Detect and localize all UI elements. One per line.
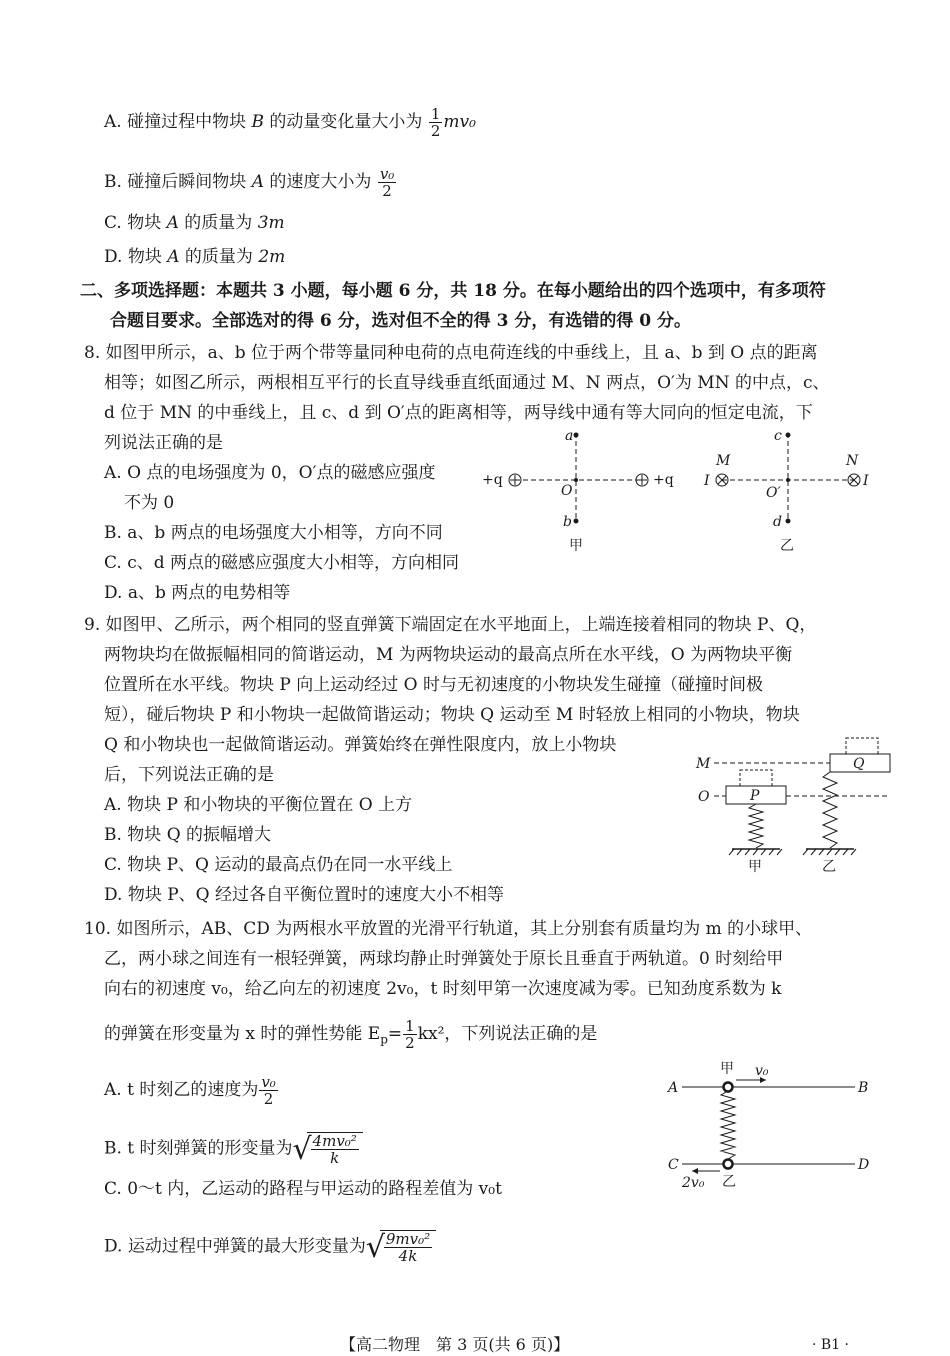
label-o: O — [698, 789, 710, 805]
label-q-right: +q — [653, 472, 674, 488]
label-c: C — [668, 1157, 679, 1173]
q8-option-a-cont: 不为 0 — [124, 493, 175, 513]
q10-stem: 向右的初速度 v₀，给乙向左的初速度 2v₀，t 时刻甲第一次速度减为零。已知劲度系数为 k — [104, 979, 782, 999]
q9-figure-springs — [692, 735, 892, 880]
point-o — [574, 478, 578, 482]
q8-stem: 相等；如图乙所示，两根相互平行的长直导线垂直纸面通过 M、N 两点，O′为 MN 的中点，c、 — [104, 373, 830, 393]
q9-stem: 位置所在水平线。物块 P 向上运动经过 O 时与无初速度的小物块发生碰撞（碰撞时间极 — [104, 675, 763, 695]
q10-stem: 的弹簧在形变量为 x 时的弹性势能 $E_p=$ $\frac{1}{2}$ kx²，下列说法正确的是 — [104, 1017, 598, 1052]
label-p: P — [750, 788, 760, 804]
q8-figure-yi — [700, 425, 890, 560]
point-d — [786, 519, 791, 524]
q10-stem: 乙，两小球之间连有一根轻弹簧，两球均静止时弹簧处于原长且垂直于两轨道。0 时刻给甲 — [104, 949, 784, 969]
point-a — [574, 433, 579, 438]
label-b: B — [858, 1080, 869, 1096]
q8-option-c: C. c、d 两点的磁感应强度大小相等，方向相同 — [104, 553, 460, 573]
q9-stem: 后，下列说法正确的是 — [104, 765, 274, 785]
caption-yi: 乙 — [822, 859, 836, 875]
q7-option-c: C. 物块 A 的质量为 3m — [104, 213, 285, 233]
footer-page-info: 【高二物理 第 3 页(共 6 页)】 — [340, 1335, 570, 1354]
ball-jia — [724, 1083, 733, 1092]
positive-charge-icon — [509, 474, 521, 486]
label-d: D — [858, 1157, 870, 1173]
q9-option-c: C. 物块 P、Q 运动的最高点仍在同一水平线上 — [104, 855, 453, 875]
q9-option-b: B. 物块 Q 的振幅增大 — [104, 825, 272, 845]
q9-option-d: D. 物块 P、Q 经过各自平衡位置时的速度大小不相等 — [104, 885, 505, 905]
q8-option-a: A. O 点的电场强度为 0，O′点的磁感应强度 — [104, 463, 436, 483]
q10-option-a: A. t 时刻乙的速度为 $\frac{\text{v₀}}{2}$ — [104, 1073, 276, 1108]
fraction: $\frac{\text{v₀}}{2}$ — [261, 1073, 276, 1108]
label-c: c — [774, 428, 782, 444]
label-v0: v₀ — [755, 1063, 769, 1079]
q7-option-b: B. 碰撞后瞬间物块 A 的速度大小为 $\frac{\text{v₀}}{2}$ — [104, 165, 395, 200]
label-o-prime: O′ — [766, 485, 781, 501]
label-n: N — [846, 453, 859, 469]
q9-option-a: A. 物块 P 和小物块的平衡位置在 O 上方 — [104, 795, 413, 815]
q7-option-d: D. 物块 A 的质量为 2m — [104, 247, 286, 267]
small-block-dashed — [740, 770, 772, 786]
label-b: b — [563, 514, 572, 530]
q8-stem: 8. 如图甲所示，a、b 位于两个带等量同种电荷的点电荷连线的中垂线上，且 a、b 到 O 点的距离 — [84, 343, 818, 363]
section-2-heading: 二、多项选择题：本题共 3 小题，每小题 6 分，共 18 分。在每小题给出的四个选项中，有多项符 — [80, 281, 826, 301]
q8-stem: d 位于 MN 的中垂线上，且 c、d 到 O′点的距离相等，两导线中通有等大同向的恒定电流，下 — [104, 403, 813, 423]
caption-jia: 甲 — [748, 859, 762, 875]
caption-jia: 甲 — [569, 538, 583, 554]
q10-option-c: C. 0～t 内，乙运动的路程与甲运动的路程差值为 v₀t — [104, 1179, 502, 1199]
label-o: O — [561, 483, 573, 499]
label-q-left: +q — [482, 472, 503, 488]
small-block-dashed — [846, 738, 878, 754]
q10-option-d: D. 运动过程中弹簧的最大形变量为 √ $\frac{\text{9mv₀²}}{4k}$ — [104, 1230, 436, 1264]
q9-stem: 短），碰后物块 P 和小物块一起做简谐运动；物块 Q 运动至 M 时轻放上相同的小物块，物块 — [104, 705, 800, 725]
q9-stem: 两物块均在做振幅相同的简谐运动，M 为两物块运动的最高点所在水平线，O 为两物块平衡 — [104, 645, 793, 665]
q8-stem: 列说法正确的是 — [104, 433, 223, 453]
square-root: √ $\frac{\text{4mv₀²}}{k}$ — [293, 1132, 363, 1166]
q10-stem: 10. 如图所示，AB、CD 为两根水平放置的光滑平行轨道，其上分别套有质量均为 m 的小球甲、 — [84, 919, 813, 939]
spring-p — [749, 804, 763, 848]
spring-q — [823, 772, 837, 848]
q8-option-d: D. a、b 两点的电势相等 — [104, 583, 291, 603]
fraction: $\frac{\text{v₀}}{2}$ — [379, 165, 395, 200]
label-m: M — [716, 453, 731, 469]
label-jia: 甲 — [720, 1061, 734, 1077]
arrow-left-icon — [692, 1168, 720, 1174]
spring — [721, 1091, 735, 1159]
q9-stem: 9. 如图甲、乙所示，两个相同的竖直弹簧下端固定在水平地面上，上端连接着相同的物块 P、Q， — [84, 615, 817, 635]
label-a: a — [565, 428, 574, 444]
point-b — [574, 519, 579, 524]
point-c — [786, 433, 791, 438]
footer-code: · B1 · — [812, 1337, 849, 1353]
label-m: M — [696, 756, 711, 772]
ball-yi — [724, 1160, 733, 1169]
fraction: $\frac{1}{2}$ — [405, 1017, 415, 1052]
q10-option-b: B. t 时刻弹簧的形变量为 √ $\frac{\text{4mv₀²}}{k}$ — [104, 1132, 363, 1166]
q10-figure-rails — [660, 1060, 880, 1195]
label-d: d — [773, 514, 782, 530]
point-o-prime — [786, 478, 790, 482]
q7-option-a: A. 碰撞过程中物块 B 的动量变化量大小为 $\frac{1}{2}$ mv₀ — [104, 105, 476, 140]
label-i-left: I — [704, 473, 710, 489]
q8-figure-jia — [470, 425, 690, 560]
positive-charge-icon — [636, 474, 648, 486]
label-q: Q — [853, 756, 865, 772]
section-2-heading-cont: 合题目要求。全部选对的得 6 分，选对但不全的得 3 分，有选错的得 0 分。 — [110, 311, 691, 331]
label-yi: 乙 — [722, 1174, 736, 1190]
caption-yi: 乙 — [780, 538, 794, 554]
label-i-right: I — [863, 473, 869, 489]
label-2v0: 2v₀ — [682, 1175, 705, 1191]
label-a: A — [668, 1080, 679, 1096]
fraction: $\frac{1}{2}$ — [430, 105, 441, 140]
current-into-page-icon — [848, 474, 860, 486]
square-root: √ $\frac{\text{9mv₀²}}{4k}$ — [366, 1230, 436, 1264]
q8-option-b: B. a、b 两点的电场强度大小相等，方向不同 — [104, 523, 443, 543]
q9-stem: Q 和小物块也一起做简谐运动。弹簧始终在弹性限度内，放上小物块 — [104, 735, 617, 755]
